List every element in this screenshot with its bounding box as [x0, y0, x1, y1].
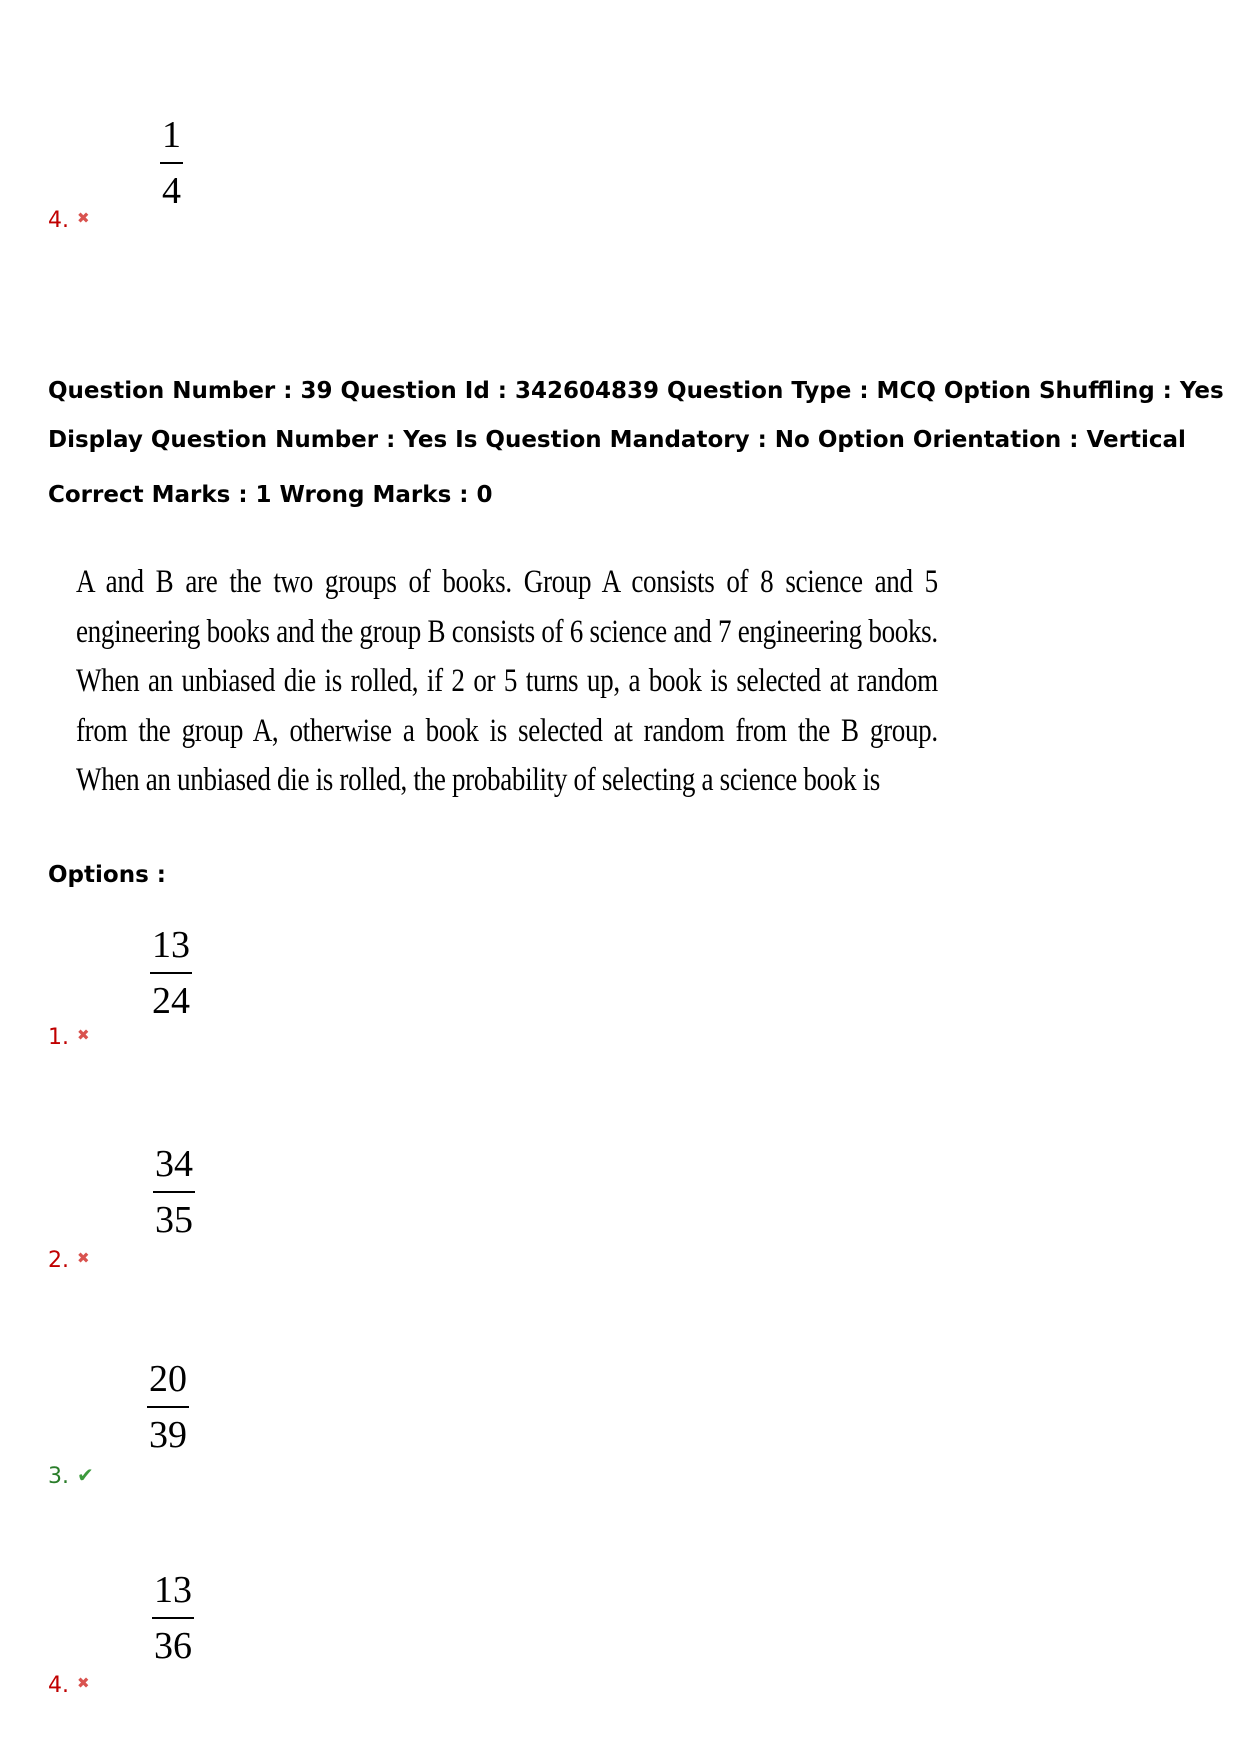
- options-label: Options :: [48, 862, 166, 888]
- question-meta-line-1: Question Number : 39 Question Id : 342604839 Question Type : MCQ Option Shuffling : Yes: [48, 378, 1224, 404]
- cross-icon: ✖: [77, 1674, 90, 1692]
- fraction-numerator: 34: [155, 1143, 193, 1185]
- fraction-denominator: 35: [155, 1199, 193, 1241]
- previous-option-number: 4. ✖: [48, 208, 90, 233]
- option-4-fraction: [152, 1571, 194, 1665]
- option-3-fraction: [147, 1360, 189, 1454]
- fraction-denominator: 36: [154, 1625, 192, 1667]
- cross-icon: ✖: [77, 209, 90, 227]
- question-marks-line: Correct Marks : 1 Wrong Marks : 0: [48, 482, 493, 508]
- option-2-number: 2. ✖: [48, 1248, 90, 1273]
- question-text: A and B are the two groups of books. Group A consists of 8 science and 5 engineering books and the group B consists of 6 science and 7 engineering books. When an unbiased die is rolled, if 2 or 5 turns up, a book is selected at random from the group A, otherwise a book is selected at random from the B group. When an unbiased die is rolled, the probability of selecting a science book is: [76, 564, 938, 798]
- option-4-number: 4. ✖: [48, 1673, 90, 1698]
- question-meta-line-2: Display Question Number : Yes Is Question Mandatory : No Option Orientation : Vertical: [48, 427, 1186, 453]
- fraction-denominator: 4: [162, 170, 181, 212]
- option-1-fraction: [150, 926, 192, 1020]
- fraction-denominator: 39: [149, 1414, 187, 1456]
- fraction-denominator: 24: [152, 980, 190, 1022]
- option-1-number: 1. ✖: [48, 1025, 90, 1050]
- fraction-numerator: 13: [152, 924, 190, 966]
- fraction-numerator: 1: [162, 114, 181, 156]
- cross-icon: ✖: [77, 1249, 90, 1267]
- check-icon: ✔: [77, 1463, 94, 1487]
- fraction-numerator: 13: [154, 1569, 192, 1611]
- previous-option-fraction: [160, 116, 183, 210]
- cross-icon: ✖: [77, 1026, 90, 1044]
- option-3-number: 3. ✔: [48, 1463, 94, 1489]
- fraction-numerator: 20: [149, 1358, 187, 1400]
- option-2-fraction: [153, 1145, 195, 1239]
